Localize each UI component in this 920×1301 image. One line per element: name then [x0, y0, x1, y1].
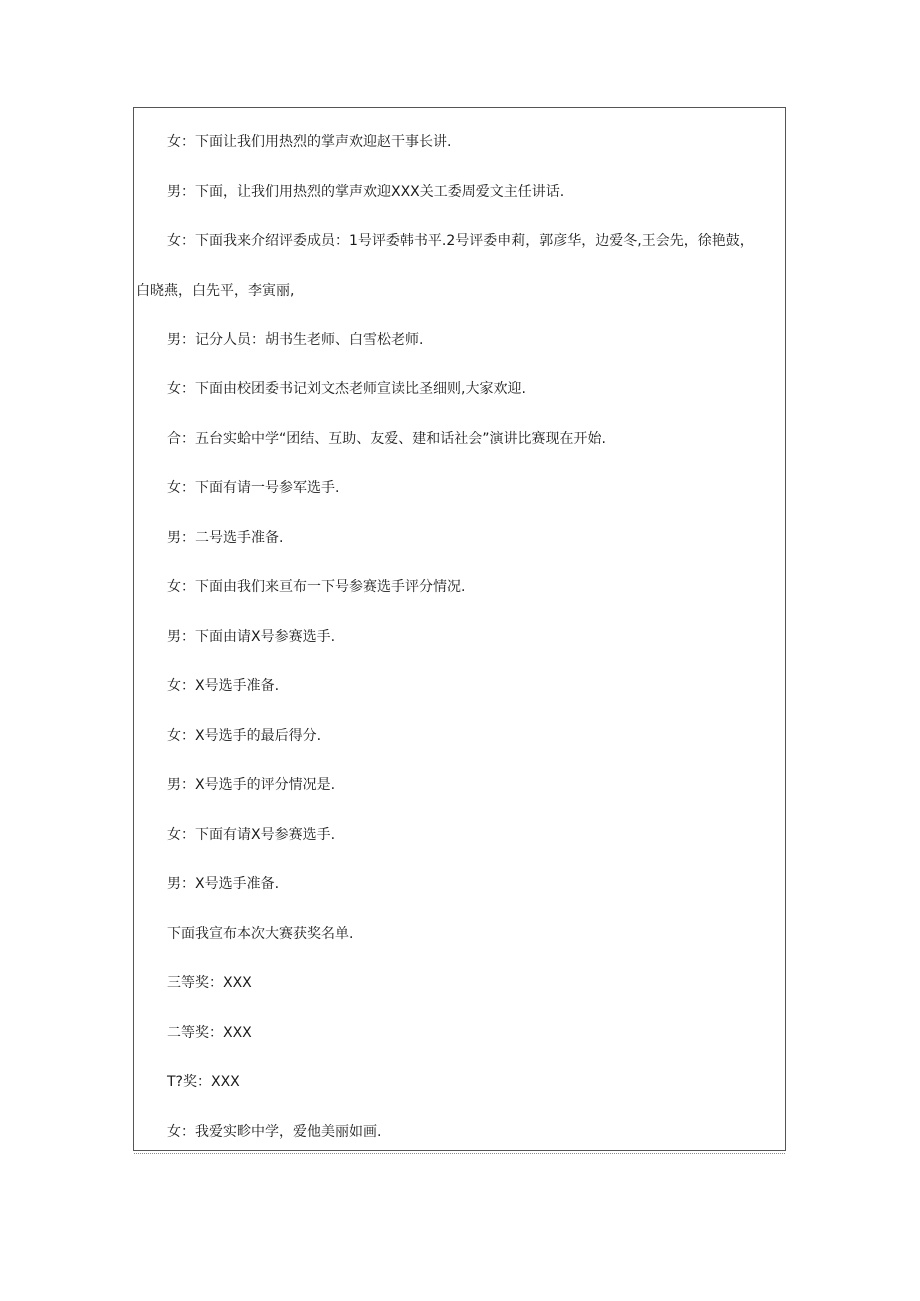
text-line: 男：X号选手的评分情况是.	[167, 777, 336, 793]
text-line: 二等奖：XXX	[167, 1025, 252, 1041]
text-line: 三等奖：XXX	[167, 975, 252, 991]
text-line: 男：二号选手准备.	[167, 530, 284, 546]
text-line: 女：X号选手的最后得分.	[167, 728, 322, 744]
text-line: 男：记分人员：胡书生老师、白雪松老师.	[167, 332, 424, 348]
text-line: 女：下面由我们来亘布一下号参赛选手评分情况.	[167, 579, 466, 595]
text-line: 男：下面，让我们用热烈的掌声欢迎XXX关工委周爱文主任讲话.	[167, 184, 565, 200]
text-line: 男：X号选手准备.	[167, 876, 280, 892]
text-line: T?奖：XXX	[167, 1074, 240, 1090]
text-line: 合：五台实蛤中学“团结、互助、友爱、建和话社会”演讲比赛现在开始.	[167, 431, 606, 447]
text-line: 白晓燕，白先平，李寅丽,	[136, 283, 295, 299]
text-line: 女：下面由校团委书记刘文杰老师宣读比圣细则,大家欢迎.	[167, 381, 526, 397]
text-line: 下面我宣布本次大赛获奖名单.	[167, 926, 354, 942]
text-line: 女：下面有请X号参赛选手.	[167, 827, 336, 843]
text-line: 男：下面由请X号参赛选手.	[167, 629, 336, 645]
text-line: 女：我爱实畛中学，爱他美丽如画.	[167, 1124, 382, 1140]
text-line: 女：下面有请一号参军选手.	[167, 480, 340, 496]
text-line: 女：下面让我们用热烈的掌声欢迎赵干事长讲.	[167, 134, 452, 150]
text-line: 女：下面我来介绍评委成员：1号评委韩书平.2号评委申莉，郭彦华，边爱冬,王会先，徐艳鼓，	[167, 233, 754, 249]
text-line: 女：X号选手准备.	[167, 678, 280, 694]
